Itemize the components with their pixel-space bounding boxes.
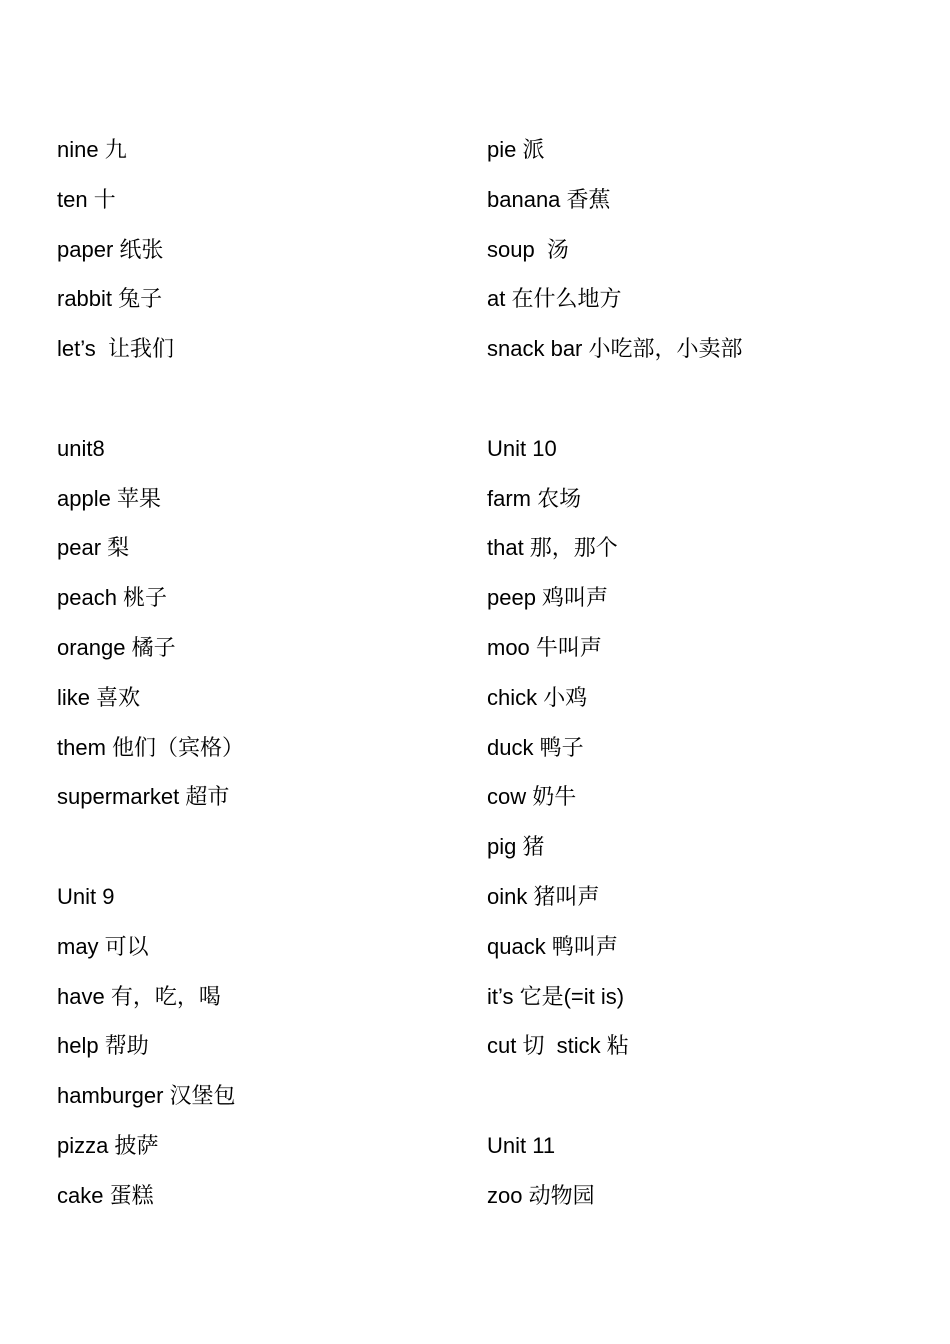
vocab-line: pear 梨	[57, 535, 130, 561]
vocab-line: soup 汤	[487, 236, 569, 262]
blank-line	[57, 380, 457, 430]
vocab-line: quack 鸭叫声	[487, 933, 618, 959]
blank-line	[57, 828, 457, 878]
vocab-line: duck 鸭子	[487, 734, 584, 760]
vocab-line: pig 猪	[487, 834, 545, 860]
vocab-line: cow 奶牛	[487, 784, 577, 810]
vocab-line: oink 猪叫声	[487, 883, 600, 909]
vocab-line: it’s 它是(=it is)	[487, 983, 625, 1009]
vocab-line: let’s 让我们	[57, 336, 174, 362]
vocab-line: that 那，那个	[487, 535, 618, 561]
vocab-line: help 帮助	[57, 1033, 149, 1059]
vocab-line: at 在什么地方	[487, 286, 622, 312]
vocab-line: peep 鸡叫声	[487, 585, 609, 611]
vocab-line: zoo 动物园	[487, 1182, 595, 1208]
vocab-line: may 可以	[57, 933, 149, 959]
vocab-line: cut 切 stick 粘	[487, 1033, 629, 1059]
vocab-line: orange 橘子	[57, 634, 176, 660]
vocab-line: like 喜欢	[57, 684, 141, 710]
vocab-line: pie 派	[487, 137, 545, 162]
vocab-line: peach 桃子	[57, 585, 168, 611]
vocab-line: paper 纸张	[57, 236, 164, 262]
vocab-line: have 有，吃，喝	[57, 983, 221, 1009]
vocab-line: ten 十	[57, 186, 116, 212]
unit-heading: unit8	[57, 435, 105, 461]
unit-heading: Unit 11	[487, 1132, 556, 1158]
vocab-line: banana 香蕉	[487, 186, 611, 212]
vocab-line: pizza 披萨	[57, 1132, 159, 1158]
vocab-line: moo 牛叫声	[487, 634, 602, 660]
vocab-line: apple 苹果	[57, 485, 161, 511]
vocab-line: nine 九	[57, 137, 127, 162]
vocab-line: cake 蛋糕	[57, 1182, 154, 1208]
unit-heading: Unit 9	[57, 883, 115, 909]
blank-line	[487, 1077, 927, 1127]
vocab-line: rabbit 兔子	[57, 286, 163, 312]
blank-line	[487, 380, 927, 430]
vocab-line: snack bar 小吃部，小卖部	[487, 336, 743, 362]
vocab-line: farm 农场	[487, 485, 582, 511]
unit-heading: Unit 10	[487, 435, 557, 461]
vocab-line: hamburger 汉堡包	[57, 1083, 236, 1109]
vocab-line: them 他们（宾格）	[57, 734, 245, 760]
vocab-line: supermarket 超市	[57, 784, 230, 810]
right-vocabulary-column	[487, 131, 927, 1227]
vocab-line: chick 小鸡	[487, 684, 588, 710]
left-vocabulary-column	[57, 131, 457, 1227]
